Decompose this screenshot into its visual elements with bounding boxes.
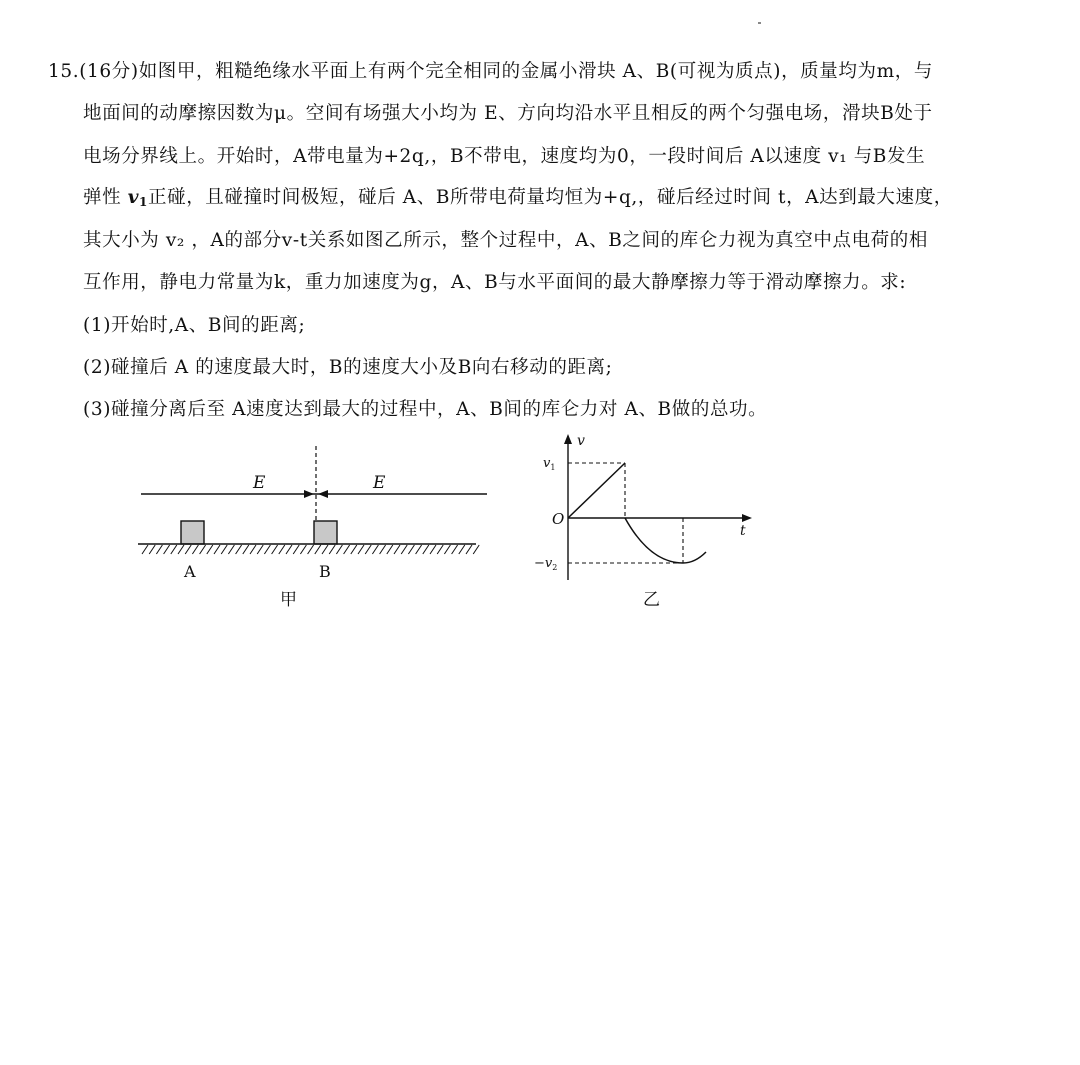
hatch-mark: [293, 545, 299, 554]
figure-a: [130, 440, 500, 615]
figure-b-caption: 乙: [643, 590, 660, 610]
hatch-mark: [466, 545, 472, 554]
hatch-mark: [416, 545, 422, 554]
problem-line-6: 互作用，静电力常量为k，重力加速度为g，A、B与水平面间的最大静摩擦力等于滑动摩擦力。求:: [83, 272, 907, 293]
v1-variable: [128, 187, 148, 208]
hatch-mark: [351, 545, 357, 554]
hatch-mark: [286, 545, 292, 554]
hatch-mark: [329, 545, 335, 554]
hatch-mark: [185, 545, 191, 554]
v1-variable-letter: v: [127, 187, 140, 208]
hatch-mark: [156, 545, 162, 554]
hatch-mark: [408, 545, 414, 554]
v1-tick-letter: v: [543, 456, 551, 471]
t-axis-arrow: [742, 514, 752, 522]
hatch-mark: [315, 545, 321, 554]
question-3: (3)碰撞分离后至 A速度达到最大的过程中，A、B间的库仑力对 A、B做的总功。: [83, 399, 768, 420]
hatch-mark: [344, 545, 350, 554]
line-4-rest: 正碰，且碰撞时间极短，碰后 A、B所带电荷量均恒为+q,，碰后经过时间 t，A达到最大速度，: [148, 187, 953, 208]
figure-a-caption: 甲: [280, 590, 297, 610]
v1-variable-subscript: 1: [139, 195, 148, 209]
problem-line-5: 其大小为 v₂ ，A的部分v-t关系如图乙所示，整个过程中，A、B之间的库仑力视为真空中点电荷的相: [83, 230, 928, 251]
figure-b: [528, 428, 768, 613]
hatch-mark: [142, 545, 148, 554]
hatch-mark: [336, 545, 342, 554]
hatch-mark: [214, 545, 220, 554]
v1-tick-subscript: 1: [550, 463, 556, 472]
v2-tick-label: [534, 556, 557, 572]
hatch-mark: [380, 545, 386, 554]
scan-speck: [758, 22, 761, 24]
ground-hatching: [142, 545, 479, 554]
hatch-mark: [236, 545, 242, 554]
hatch-mark: [430, 545, 436, 554]
block-b-label: B: [319, 562, 331, 581]
field-arrow-right: [304, 490, 314, 498]
hatch-mark: [250, 545, 256, 554]
post-collision-curve: [625, 518, 706, 563]
v1-tick-label: [543, 456, 555, 472]
hatch-mark: [372, 545, 378, 554]
hatch-mark: [452, 545, 458, 554]
problem-line-3: 电场分界线上。开始时，A带电量为+2q,，B不带电，速度均为0，一段时间后 A以速度 v₁ 与B发生: [83, 146, 926, 167]
hatch-mark: [437, 545, 443, 554]
hatch-mark: [300, 545, 306, 554]
hatch-mark: [171, 545, 177, 554]
hatch-mark: [387, 545, 393, 554]
v2-tick-subscript: 2: [552, 563, 558, 572]
hatch-mark: [178, 545, 184, 554]
hatch-mark: [257, 545, 263, 554]
hatch-mark: [200, 545, 206, 554]
field-label-left: E: [253, 473, 266, 493]
hatch-mark: [279, 545, 285, 554]
hatch-mark: [243, 545, 249, 554]
v-axis-label: v: [577, 433, 585, 449]
hatch-mark: [149, 545, 155, 554]
hatch-mark: [358, 545, 364, 554]
hatch-mark: [207, 545, 213, 554]
origin-label: O: [552, 510, 565, 528]
hatch-mark: [365, 545, 371, 554]
v2-tick-letter: −v: [534, 556, 553, 571]
hatch-mark: [228, 545, 234, 554]
field-label-right: E: [373, 473, 386, 493]
field-arrow-left: [318, 490, 328, 498]
question-1: (1)开始时,A、B间的距离;: [83, 315, 306, 336]
hatch-mark: [308, 545, 314, 554]
line-4-start: 弹性: [83, 187, 128, 208]
hatch-mark: [192, 545, 198, 554]
hatch-mark: [473, 545, 479, 554]
problem-line-4: [83, 188, 953, 212]
block-b: [314, 521, 337, 544]
block-a-label: A: [184, 562, 196, 581]
v-axis-arrow: [564, 434, 572, 444]
accel-segment: [568, 463, 625, 518]
hatch-mark: [423, 545, 429, 554]
t-axis-label: t: [740, 523, 746, 539]
hatch-mark: [221, 545, 227, 554]
hatch-mark: [401, 545, 407, 554]
hatch-mark: [264, 545, 270, 554]
hatch-mark: [164, 545, 170, 554]
hatch-mark: [444, 545, 450, 554]
hatch-mark: [272, 545, 278, 554]
hatch-mark: [459, 545, 465, 554]
hatch-mark: [394, 545, 400, 554]
hatch-mark: [322, 545, 328, 554]
question-2: (2)碰撞后 A 的速度最大时，B的速度大小及B向右移动的距离;: [83, 357, 613, 378]
problem-line-2: 地面间的动摩擦因数为μ。空间有场强大小均为 E、方向均沿水平且相反的两个匀强电场，滑块B处于: [83, 103, 933, 124]
block-a: [181, 521, 204, 544]
problem-line-1: 15.(16分)如图甲，粗糙绝缘水平面上有两个完全相同的金属小滑块 A、B(可视为质点)，质量均为m，与: [48, 61, 933, 82]
